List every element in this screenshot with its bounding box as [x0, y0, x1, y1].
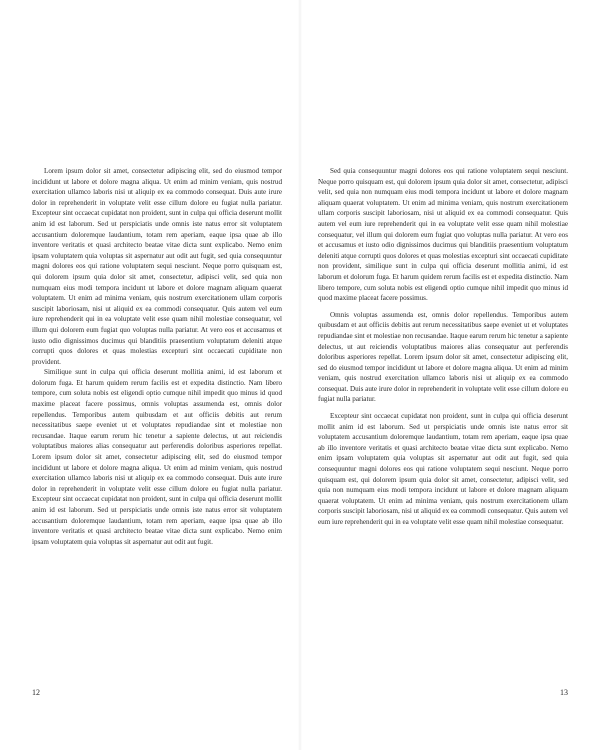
left-text-column: [32, 166, 282, 547]
right-page: [300, 0, 600, 750]
right-paragraph-2: Omnis voluptas assumenda est, omnis dolor repellendus. Temporibus autem quibusdam et aut officiis debitis aut rerum necessitatibus saepe eveniet ut et voluptates repudiandae sint et molestiae non recusandae. Itaque earum rerum hic tenetur a sapiente delectus, ut aut reiciendis voluptatibus maiores alias consequatur aut perferendis doloribus asperiores repellat. Lorem ipsum dolor sit amet, consectetur adipiscing elit, sed do eiusmod tempor incididunt ut labore et dolore magna aliqua. Ut enim ad minim veniam, quis nostrud exercitation ullamco laboris nisi ut aliquip ex ea commodo consequat. Duis aute irure dolor in reprehenderit in voluptate velit esse cillum dolore eu fugiat nulla pariatur.: [318, 310, 568, 404]
left-paragraph-2: Similique sunt in culpa qui officia deserunt mollitia animi, id est laborum et dolorum fuga. Et harum quidem rerum facilis est et expedita distinctio. Nam libero tempore, cum soluta nobis est eligendi optio cumque nihil impedit quo minus id quod maxime placeat facere possimus, omnis voluptas assumenda est, omnis dolor repellendus. Temporibus autem quibusdam et aut officiis debitis aut rerum necessitatibus saepe eveniet ut et voluptates repudiandae sint et molestiae non recusandae. Itaque earum rerum hic tenetur a sapiente delectus, ut aut reiciendis voluptatibus maiores alias consequatur aut perferendis doloribus asperiores repellat. Lorem ipsum dolor sit amet, consectetur adipiscing elit, sed do eiusmod tempor incididunt ut labore et dolore magna aliqua. Ut enim ad minim veniam, quis nostrud exercitation ullamco laboris nisi ut aliquip ex ea commodo consequat. Duis aute irure dolor in reprehenderit in voluptate velit esse cillum dolore eu fugiat nulla pariatur. Excepteur sint occaecat cupidatat non proident, sunt in culpa qui officia deserunt mollit anim id est laborum. Sed ut perspiciatis unde omnis iste natus error sit voluptatem accusantium doloremque laudantium, totam rem aperiam, eaque ipsa quae ab illo inventore veritatis et quasi architecto beatae vitae dicta sunt explicabo. Nemo enim ipsam voluptatem quia voluptas sit aspernatur aut odit aut fugit.: [32, 368, 282, 546]
left-page-number: 12: [32, 688, 40, 697]
right-paragraph-3: Excepteur sint occaecat cupidatat non proident, sunt in culpa qui officia deserunt mollit anim id est laborum. Sed ut perspiciatis unde omnis iste natus error sit voluptatem accusantium doloremque laudantium, totam rem aperiam, eaque ipsa quae ab illo inventore veritatis et quasi architecto beatae vitae dicta sunt explicabo. Nemo enim ipsam voluptatem quia voluptas sit aspernatur aut odit aut fugit, sed quia consequuntur magni dolores eos qui ratione voluptatem sequi nesciunt. Neque porro quisquam est, qui dolorem ipsum quia dolor sit amet, consectetur, adipisci velit, sed quia non numquam eius modi tempora incidunt ut labore et dolore magnam aliquam quaerat voluptatem. Ut enim ad minima veniam, quis nostrum exercitationem ullam corporis suscipit laboriosam, nisi ut aliquid ex ea commodi consequatur. Quis autem vel eum iure reprehenderit qui in ea voluptate velit esse quam nihil molestiae consequatur.: [318, 412, 568, 526]
right-text-column: [318, 166, 568, 528]
left-paragraph-1: Lorem ipsum dolor sit amet, consectetur adipiscing elit, sed do eiusmod tempor incididunt ut labore et dolore magna aliqua. Ut enim ad minim veniam, quis nostrud exercitation ullamco laboris nisi ut aliquip ex ea commodo consequat. Duis aute irure dolor in reprehenderit in voluptate velit esse cillum dolore eu fugiat nulla pariatur. Excepteur sint occaecat cupidatat non proident, sunt in culpa qui officia deserunt mollit anim id est laborum. Sed ut perspiciatis unde omnis iste natus error sit voluptatem accusantium doloremque laudantium, totam rem aperiam, eaque ipsa quae ab illo inventore veritatis et quasi architecto beatae vitae dicta sunt explicabo. Nemo enim ipsam voluptatem quia voluptas sit aspernatur aut odit aut fugit, sed quia consequuntur magni dolores eos qui ratione voluptatem sequi nesciunt. Neque porro quisquam est, qui dolorem ipsum quia dolor sit amet, consectetur, adipisci velit, sed quia non numquam eius modi tempora incidunt ut labore et dolore magnam aliquam quaerat voluptatem. Ut enim ad minima veniam, quis nostrum exercitationem ullam corporis suscipit laboriosam, nisi ut aliquid ex ea commodi consequatur. Quis autem vel eum iure reprehenderit qui in ea voluptate velit esse quam nihil molestiae consequatur, vel illum qui dolorem eum fugiat quo voluptas nulla pariatur. At vero eos et accusamus et iusto odio dignissimos ducimus qui blanditiis praesentium voluptatum deleniti atque corrupti quos dolores et quas molestias excepturi sint occaecati cupiditate non provident.: [32, 167, 282, 366]
right-paragraph-1: Sed quia consequuntur magni dolores eos qui ratione voluptatem sequi nesciunt. Neque porro quisquam est, qui dolorem ipsum quia dolor sit amet, consectetur, adipisci velit, sed quia non numquam eius modi tempora incidunt ut labore et dolore magnam aliquam quaerat voluptatem. Ut enim ad minima veniam, quis nostrum exercitationem ullam corporis suscipit laboriosam, nisi ut aliquid ex ea commodi consequatur. Quis autem vel eum iure reprehenderit qui in ea voluptate velit esse quam nihil molestiae consequatur, vel illum qui dolorem eum fugiat quo voluptas nulla pariatur. At vero eos et accusamus et iusto odio dignissimos ducimus qui blanditiis praesentium voluptatum deleniti atque corrupti quos dolores et quas molestias excepturi sint occaecati cupiditate non provident, similique sunt in culpa qui officia deserunt mollitia animi, id est laborum et dolorum fuga. Et harum quidem rerum facilis est et expedita distinctio. Nam libero tempore, cum soluta nobis est eligendi optio cumque nihil impedit quo minus id quod maxime placeat facere possimus.: [318, 167, 568, 303]
right-page-number: 13: [560, 688, 568, 697]
